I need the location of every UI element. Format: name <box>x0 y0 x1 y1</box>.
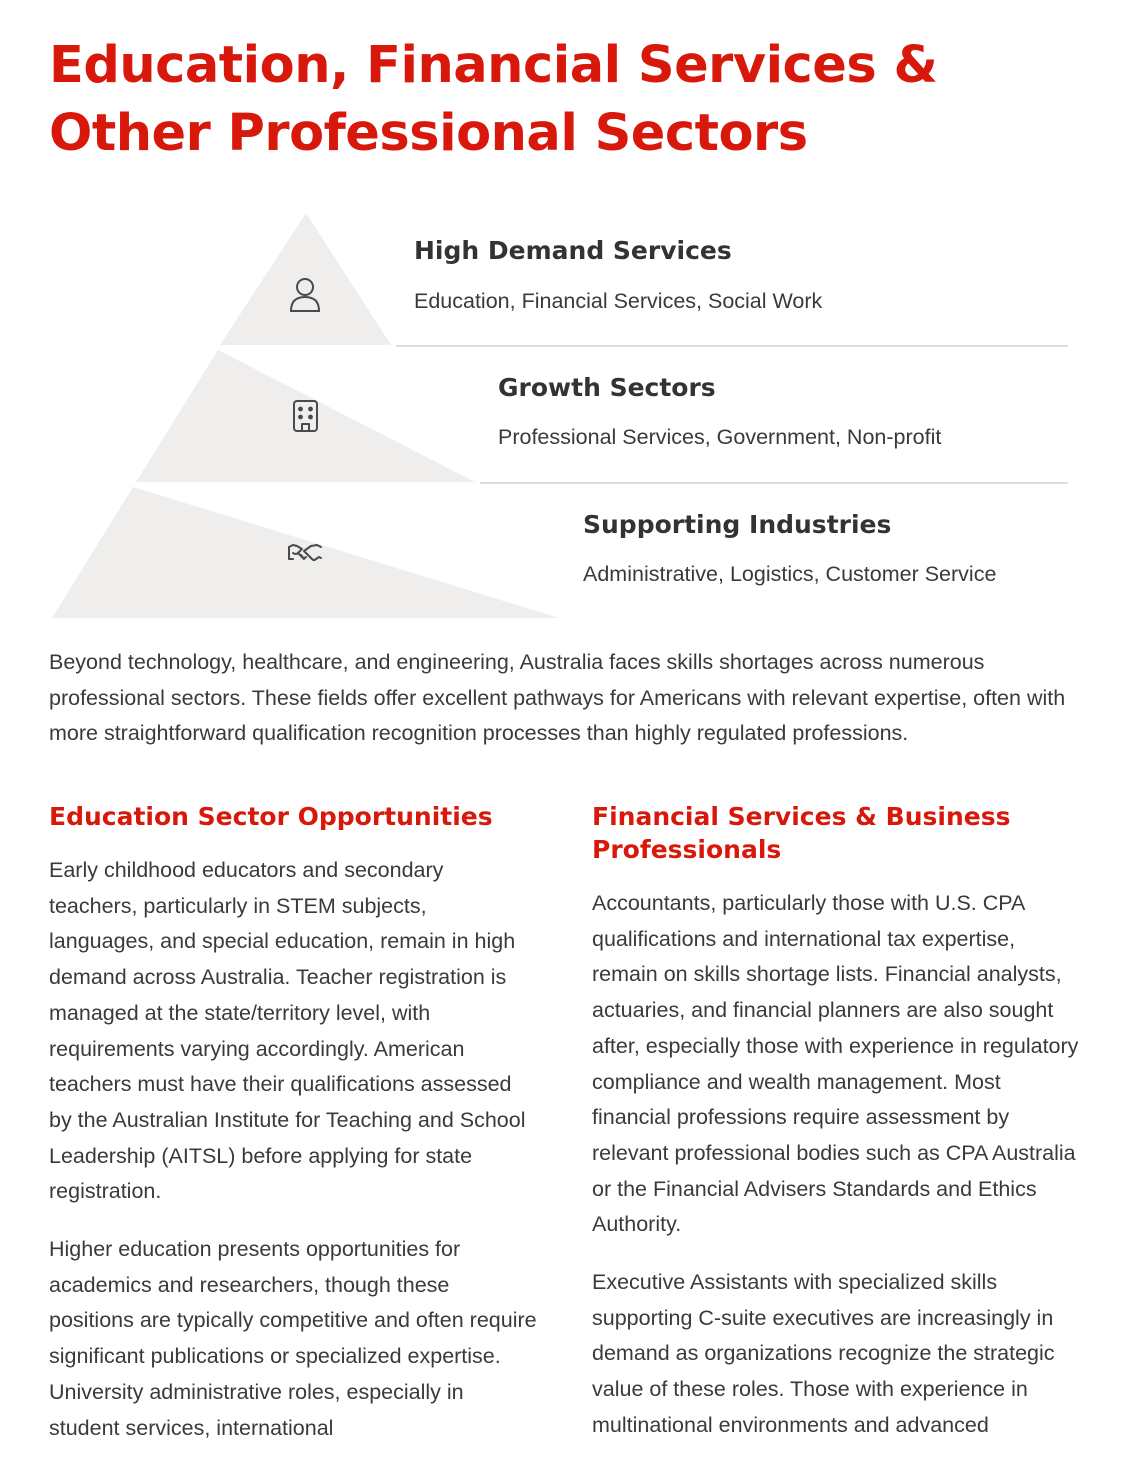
intro-paragraph: Beyond technology, healthcare, and engineering, Australia faces skills shortages across numerous professional sectors. These fields offer excellent pathways for Americans with relevant expertise, often with more straightforward qualification recognition processes than highly regulated professions. <box>49 650 1066 746</box>
education-paragraph: Early childhood educators and secondary teachers, particularly in STEM subjects, languages, and special education, remain in high demand across Australia. Teacher registration is managed at the state/territory level, with requirements varying accordingly. American teachers must have their qualifications assessed by the Australian Institute for Teaching and School Leadership (AITSL) before applying for state registration. <box>49 858 526 1204</box>
tier-title-high-demand: High Demand Services <box>414 236 732 265</box>
tier-title-growth: Growth Sectors <box>498 373 716 402</box>
pyramid-tier-middle <box>136 350 475 482</box>
financial-paragraph: Executive Assistants with specialized skills supporting C-suite executives are increasingly in demand as organizations recognize the strategic value of these roles. Those with experience in multinational environments and advanced <box>592 1270 1055 1437</box>
pyramid-diagram <box>0 0 1130 640</box>
financial-heading: Financial Services & Business Professionals <box>592 802 1011 864</box>
page-title: Education, Financial Services & Other Professional Sectors <box>49 36 938 163</box>
tier-divider <box>480 482 1068 484</box>
education-section <box>49 800 537 1468</box>
tier-description-supporting: Administrative, Logistics, Customer Service <box>583 562 997 586</box>
tier-divider <box>396 345 1068 347</box>
education-paragraph: Higher education presents opportunities for academics and researchers, though these positions are typically competitive and often require significant publications or specialized expertise. University administrative roles, especially in student services, international <box>49 1237 537 1440</box>
tier-description-growth: Professional Services, Government, Non-profit <box>498 425 942 449</box>
financial-section <box>592 800 1082 1466</box>
tier-description-high-demand: Education, Financial Services, Social Work <box>414 289 823 313</box>
education-heading: Education Sector Opportunities <box>49 802 493 831</box>
financial-paragraph: Accountants, particularly those with U.S. CPA qualifications and international tax expertise, remain on skills shortage lists. Financial analysts, actuaries, and financial planners are also sought after, especially those with experience in regulatory compliance and wealth management. Most financial professions require assessment by relevant professional bodies such as CPA Australia or the Financial Advisers Standards and Ethics Authority. <box>592 891 1079 1237</box>
tier-title-supporting: Supporting Industries <box>583 510 892 539</box>
